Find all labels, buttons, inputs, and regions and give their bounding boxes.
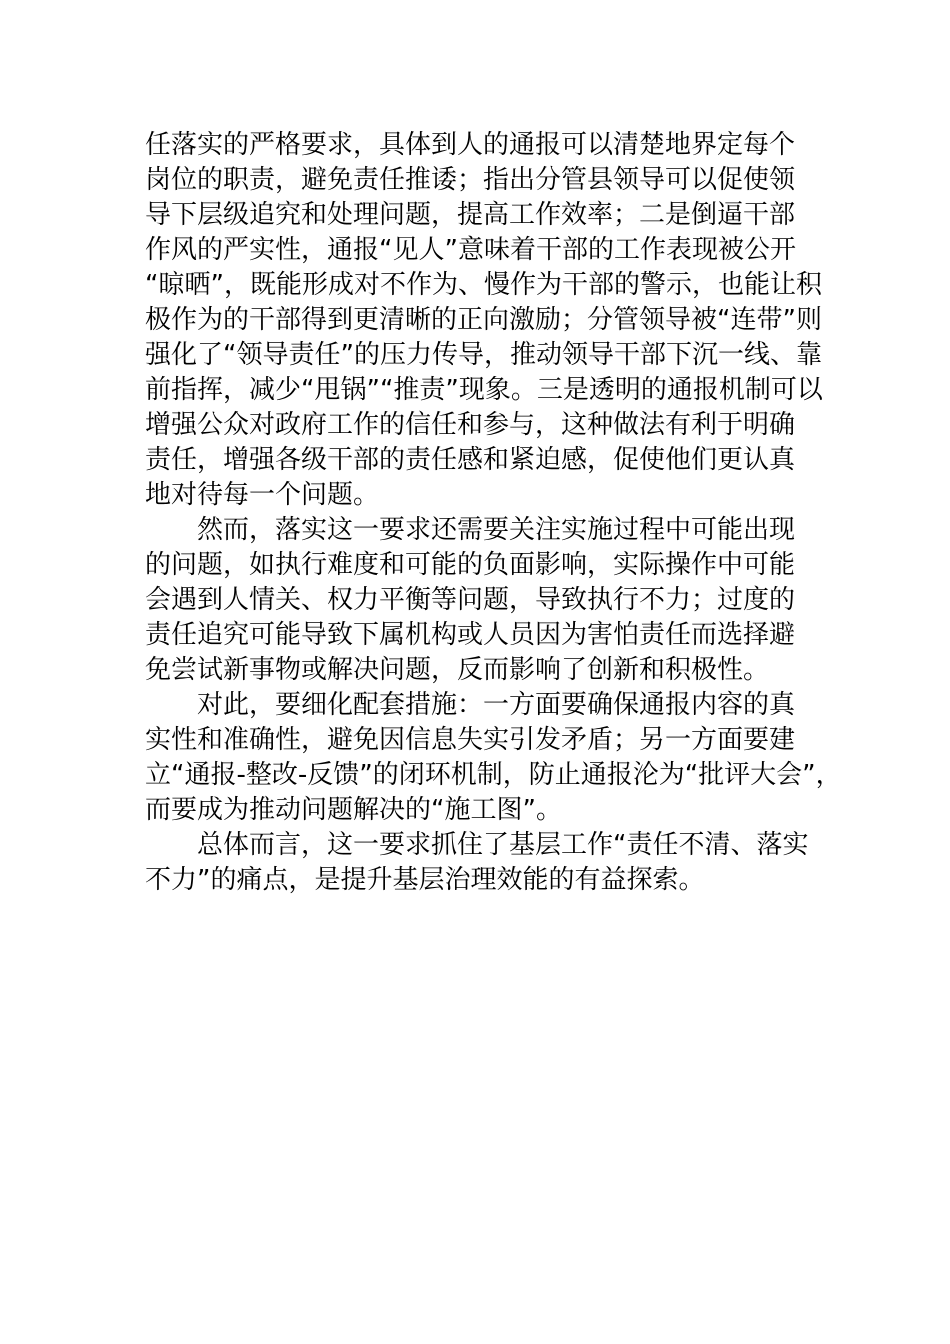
document-body [145, 128, 842, 898]
text-line: 会遇到人情关、权力平衡等问题，导致执行不力；过度的 [145, 585, 796, 615]
text-line: 极作为的干部得到更清晰的正向激励；分管领导被“连带”则 [145, 305, 822, 335]
text-line: 前指挥，减少“甩锅”“推责”现象。三是透明的通报机制可以 [145, 375, 823, 405]
text-line: 免尝试新事物或解决问题，反而影响了创新和积极性。 [145, 655, 770, 685]
text-line: 增强公众对政府工作的信任和参与，这种做法有利于明确 [145, 410, 796, 440]
text-line: 责任追究可能导致下属机构或人员因为害怕责任而选择避 [145, 620, 796, 650]
text-line: 立“通报-整改-反馈”的闭环机制，防止通报沦为“批评大会”， [145, 760, 842, 790]
text-line: 任落实的严格要求，具体到人的通报可以清楚地界定每个 [145, 130, 796, 160]
text-line: 地对待每一个问题。 [145, 480, 380, 510]
text-line: 而要成为推动问题解决的“施工图”。 [145, 795, 562, 825]
text-line: 责任，增强各级干部的责任感和紧迫感，促使他们更认真 [145, 445, 796, 475]
text-line: 不力”的痛点，是提升基层治理效能的有益探索。 [145, 865, 705, 895]
text-line: 导下层级追究和处理问题，提高工作效率；二是倒逼干部 [145, 200, 796, 230]
text-line: “晾晒”，既能形成对不作为、慢作为干部的警示，也能让积 [145, 270, 822, 300]
text-line: 作风的严实性，通报“见人”意味着干部的工作表现被公开 [145, 235, 796, 265]
text-line: 岗位的职责，避免责任推诿；指出分管县领导可以促使领 [145, 165, 796, 195]
text-line: 的问题，如执行难度和可能的负面影响，实际操作中可能 [145, 550, 796, 580]
paragraph-first-line: 总体而言，这一要求抓住了基层工作“责任不清、落实 [197, 830, 809, 860]
text-line: 强化了“领导责任”的压力传导，推动领导干部下沉一线、靠 [145, 340, 822, 370]
text-line: 实性和准确性，避免因信息失实引发矛盾；另一方面要建 [145, 725, 796, 755]
paragraph-first-line: 然而，落实这一要求还需要关注实施过程中可能出现 [197, 515, 796, 545]
paragraph-first-line: 对此，要细化配套措施：一方面要确保通报内容的真 [197, 690, 796, 720]
